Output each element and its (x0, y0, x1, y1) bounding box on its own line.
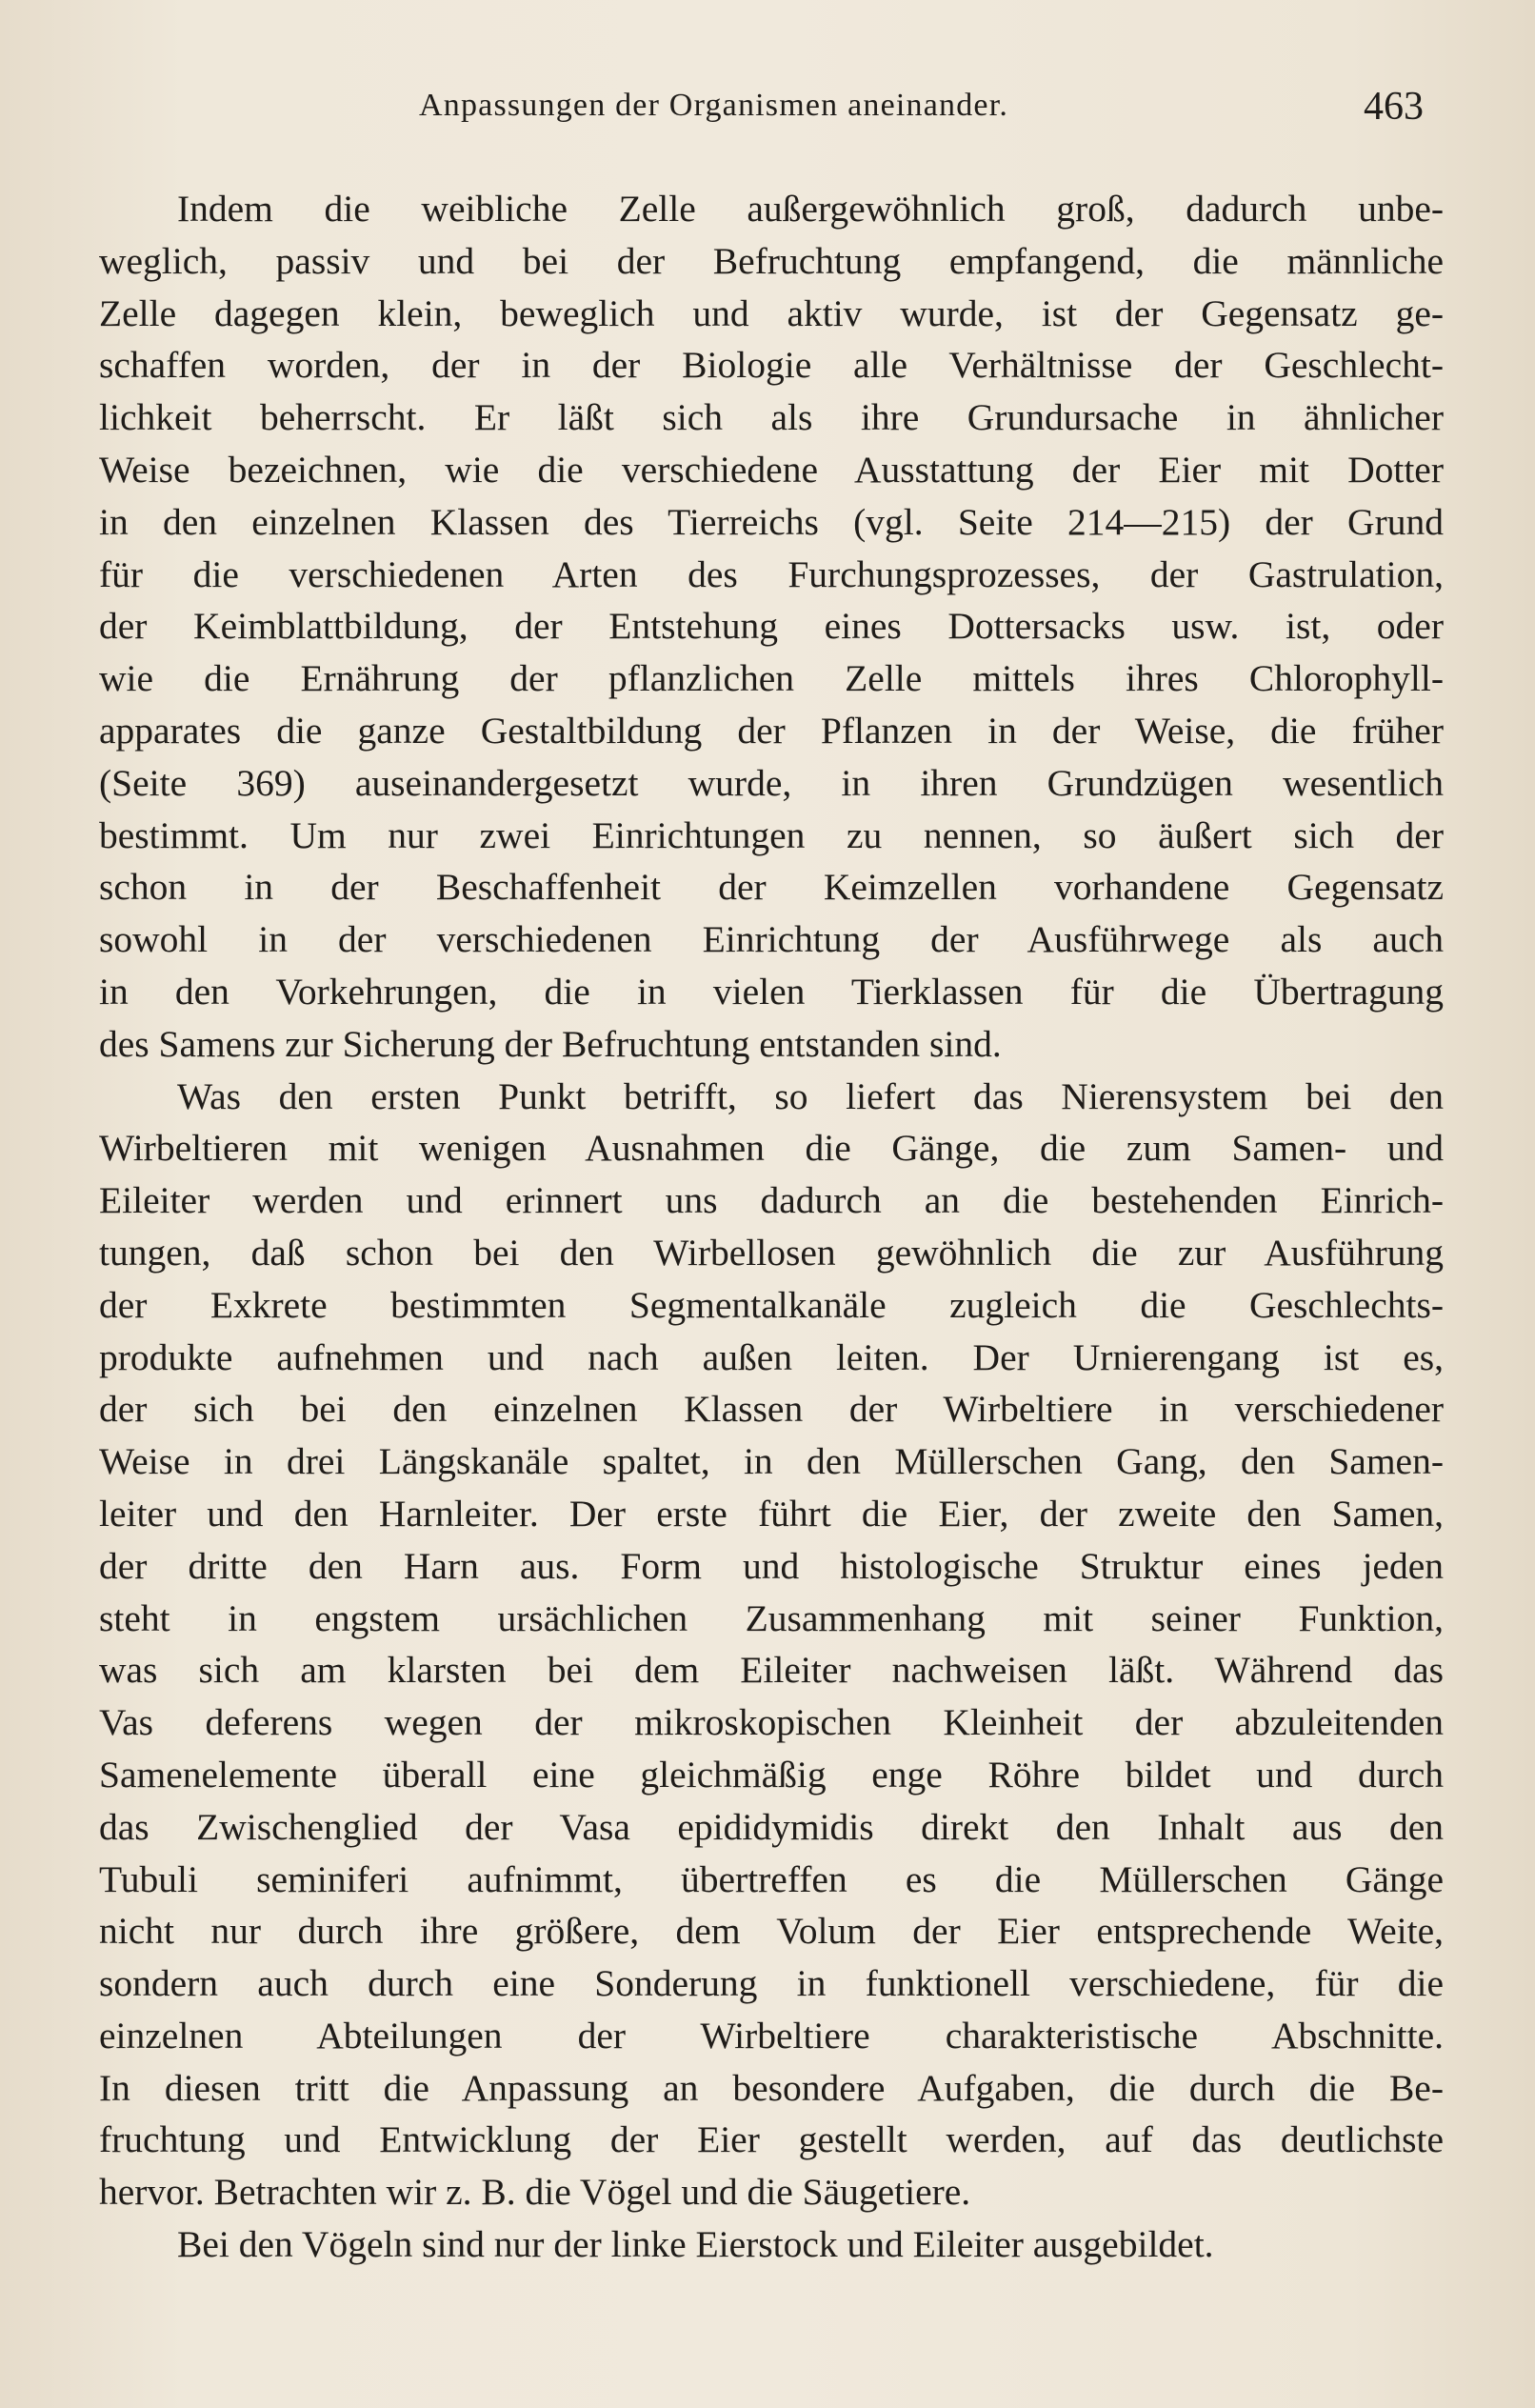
text-line: schaffen worden, der in der Biologie alle Verhältnisse der Geschlecht- (99, 344, 1444, 387)
text-line: sondern auch durch eine Sonderung in funktionell verschiedene, für die (99, 1962, 1444, 2005)
text-line: Weise in drei Längskanäle spaltet, in den Müllerschen Gang, den Samen- (99, 1440, 1444, 1483)
text-line: leiter und den Harnleiter. Der erste führt die Eier, der zweite den Samen, (99, 1492, 1444, 1535)
text-line: für die verschiedenen Arten des Furchungsprozesses, der Gastrulation, (99, 552, 1444, 595)
text-line: in den einzelnen Klassen des Tierreichs (vgl. Seite 214—215) der Grund (99, 500, 1444, 543)
text-line: In diesen tritt die Anpassung an besondere Aufgaben, die durch die Be- (99, 2066, 1444, 2109)
text-line: weglich, passiv und bei der Befruchtung empfangend, die männliche (99, 239, 1444, 282)
text-line: bestimmt. Um nur zwei Einrichtungen zu nennen, so äußert sich der (99, 813, 1444, 856)
text-line: Zelle dagegen klein, beweglich und aktiv wurde, ist der Gegensatz ge- (99, 291, 1444, 334)
text-line: der Exkrete bestimmten Segmentalkanäle zugleich die Geschlechts- (99, 1283, 1444, 1326)
text-line: Weise bezeichnen, wie die verschiedene Ausstattung der Eier mit Dotter (99, 448, 1444, 491)
text-line: was sich am klarsten bei dem Eileiter nachweisen läßt. Während das (99, 1649, 1444, 1692)
running-title: Anpassungen der Organismen aneinander. (419, 88, 1009, 123)
text-line: sowohl in der verschiedenen Einrichtung der Ausführwege als auch (99, 918, 1444, 961)
text-line: einzelnen Abteilungen der Wirbeltiere charakteristische Abschnitte. (99, 2014, 1444, 2057)
text-line: fruchtung und Entwicklung der Eier gestellt werden, auf das deutlichste (99, 2118, 1444, 2161)
text-line: das Zwischenglied der Vasa epididymidis direkt den Inhalt aus den (99, 1805, 1444, 1848)
text-line: in den Vorkehrungen, die in vielen Tierklassen für die Übertragung (99, 970, 1444, 1013)
text-line: der sich bei den einzelnen Klassen der Wirbeltiere in verschiedener (99, 1388, 1444, 1431)
text-line: schon in der Beschaffenheit der Keimzellen vorhandene Gegensatz (99, 866, 1444, 909)
text-line: Samenelemente überall eine gleichmäßig enge Röhre bildet und durch (99, 1753, 1444, 1796)
text-line: wie die Ernährung der pflanzlichen Zelle mittels ihres Chlorophyll- (99, 657, 1444, 700)
text-line: nicht nur durch ihre größere, dem Volum der Eier entsprechende Weite, (99, 1910, 1444, 1953)
text-line: apparates die ganze Gestaltbildung der Pflanzen in der Weise, die früher (99, 709, 1444, 752)
text-line: (Seite 369) auseinandergesetzt wurde, in ihren Grundzügen wesentlich (99, 761, 1444, 804)
text-line: tungen, daß schon bei den Wirbellosen gewöhnlich die zur Ausführung (99, 1231, 1444, 1274)
text-line: hervor. Betrachten wir z. B. die Vögel und die Säugetiere. (99, 2171, 971, 2214)
text-line: Eileiter werden und erinnert uns dadurch an die bestehenden Einrich- (99, 1179, 1444, 1222)
text-line: produkte aufnehmen und nach außen leiten. Der Urnierengang ist es, (99, 1335, 1444, 1378)
text-line: Tubuli seminiferi aufnimmt, übertreffen es die Müllerschen Gänge (99, 1857, 1444, 1900)
text-line: Wirbeltieren mit wenigen Ausnahmen die Gänge, die zum Samen- und (99, 1127, 1444, 1170)
page-number: 463 (1364, 85, 1424, 129)
text-line: Was den ersten Punkt betrifft, so liefert das Nierensystem bei den (177, 1074, 1444, 1117)
text-line: der Keimblattbildung, der Entstehung eines Dottersacks usw. ist, oder (99, 605, 1444, 648)
text-line: Bei den Vögeln sind nur der linke Eierstock und Eileiter ausgebildet. (177, 2223, 1214, 2266)
text-line: der dritte den Harn aus. Form und histologische Struktur eines jeden (99, 1544, 1444, 1587)
page-header (0, 84, 1535, 131)
text-line: des Samens zur Sicherung der Befruchtung entstanden sind. (99, 1022, 1002, 1065)
text-line: lichkeit beherrscht. Er läßt sich als ihre Grundursache in ähnlicher (99, 396, 1444, 439)
text-line: Vas deferens wegen der mikroskopischen Kleinheit der abzuleitenden (99, 1701, 1444, 1744)
text-line: steht in engstem ursächlichen Zusammenhang mit seiner Funktion, (99, 1596, 1444, 1639)
body-text (99, 183, 1444, 2271)
text-line: Indem die weibliche Zelle außergewöhnlich groß, dadurch unbe- (177, 188, 1444, 230)
